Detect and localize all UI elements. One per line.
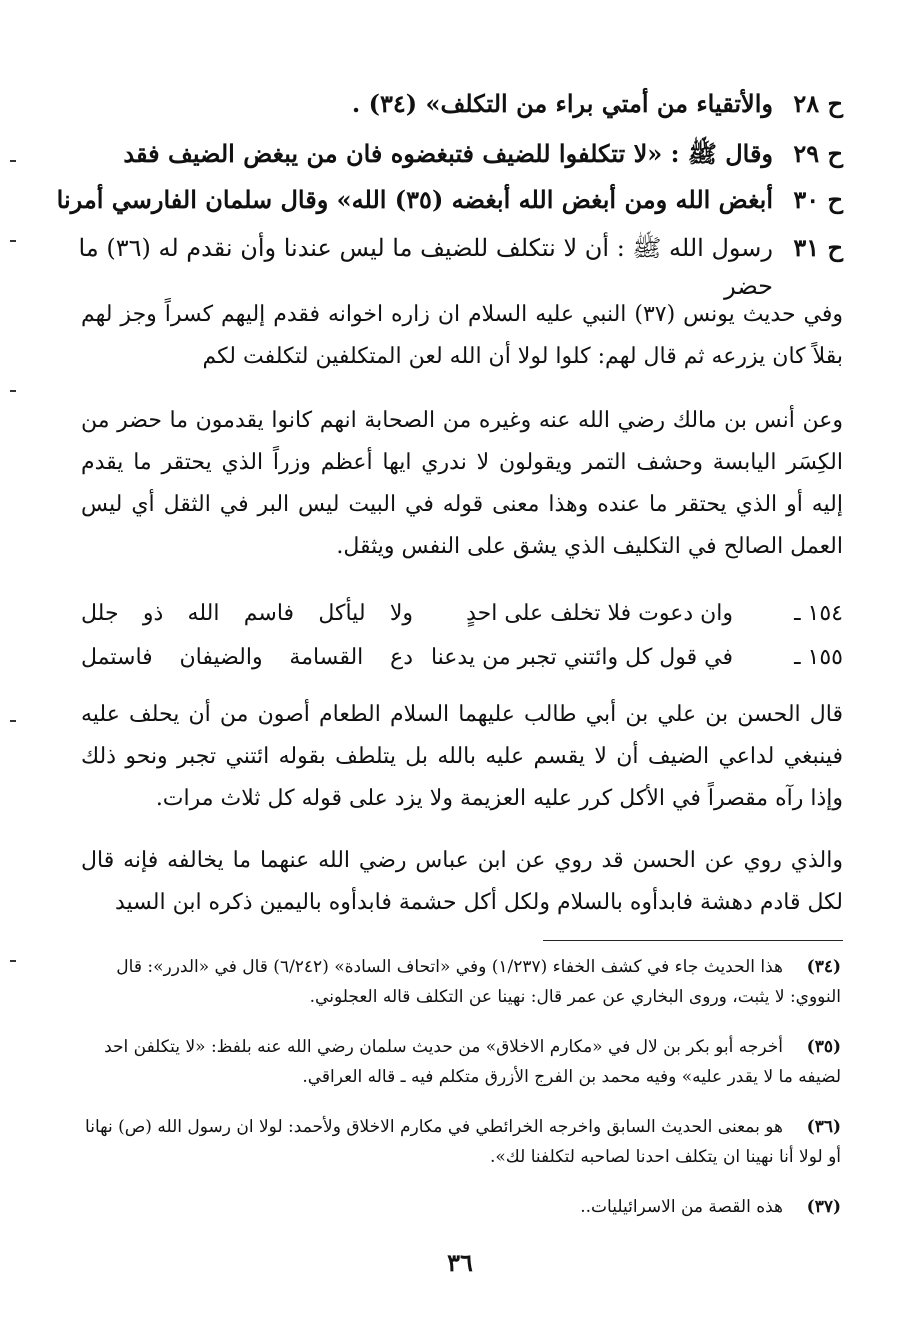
verse-number: ١٥٥ ـ xyxy=(794,645,843,670)
hadith-text: وقال ﷺ : «لا تتكلفوا للضيف فتبغضوه فان من يبغض الضيف فقد xyxy=(123,139,773,168)
verse-line xyxy=(81,638,843,678)
paragraph: قال الحسن بن علي بن أبي طالب عليهما السلام الطعام أصون من أن يحلف عليه فينبغي لداعي الضيف أن لا يقسم عليه بالله بل يتلطف بقوله ائتني تجبر ونحو ذلك وإذا رآه مقصراً في الأكل كرر عليه العزيمة ولا يزد على قوله كل ثلاث مرات. xyxy=(81,702,843,811)
footnote xyxy=(81,952,841,1012)
hadith-line xyxy=(56,180,843,220)
verse-line xyxy=(81,594,843,634)
footnote xyxy=(81,1032,841,1092)
verse-second-hemistich: دع القسامة والضيفان فاستمل xyxy=(81,645,413,670)
footnote-number: (٣٤) xyxy=(806,957,841,977)
paragraph: وعن أنس بن مالك رضي الله عنه وغيره من الصحابة انهم كانوا يقدمون ما حضر من الكِسَر اليابسة وحشف التمر ويقولون لا ندري ايها أعظم وزراً الذي يحتقر ما يقدم إليه أو الذي يحتقر ما عنده وهذا معنى قوله في البيت ليس البر في الثقل أي ليس العمل الصالح في التكليف الذي يشق على النفس ويثقل. xyxy=(81,408,843,559)
footnote-text: هو بمعنى الحديث السابق واخرجه الخرائطي في مكارم الاخلاق ولأحمد: لولا ان رسول الله (ص) نهانا أو لولا أنا نهينا ان يتكلف احدنا لصاحبه لتكلفنا لك». xyxy=(85,1117,841,1167)
hadith-text: والأتقياء من أمتي براء من التكلف» (٣٤) . xyxy=(351,89,773,118)
footnote xyxy=(81,1112,841,1172)
footnote-number: (٣٥) xyxy=(806,1037,841,1057)
hadith-text: أبغض الله ومن أبغض الله أبغضه (٣٥) الله» وقال سلمان الفارسي أمرنا xyxy=(56,185,773,214)
footnote xyxy=(81,1192,841,1222)
hadith-line xyxy=(83,134,843,174)
hadith-text: رسول الله ﷺ : أن لا نتكلف للضيف ما ليس عندنا وأن نقدم له (٣٦) ما xyxy=(78,234,773,262)
footnote-text: أخرجه أبو بكر بن لال في «مكارم الاخلاق» من حديث سلمان رضي الله عنه بلفظ: «لا يتكلفن احد لضيفه ما لا يقدر عليه» وفيه محمد بن الفرج الأزرق متكلم فيه ـ قاله العراقي. xyxy=(104,1037,841,1087)
verse-first-hemistich: وان دعوت فلا تخلف على احدٍ xyxy=(466,601,733,626)
footnote-text: هذا الحديث جاء في كشف الخفاء (١/٢٣٧) وفي «اتحاف السادة» (٦/٢٤٢) قال في «الدرر»: قال النووي: لا يثبت، وروى البخاري عن عمر قال: نهينا عن التكلف قاله العجلوني. xyxy=(116,957,841,1007)
hadith-line xyxy=(83,84,843,124)
hadith-number: ح ٢٩ xyxy=(793,139,843,168)
footnote-number: (٣٦) xyxy=(806,1117,841,1137)
scan-margin-mark xyxy=(10,720,16,722)
scan-margin-mark xyxy=(10,160,16,162)
page-number: ٣٦ xyxy=(447,1248,473,1277)
verse-second-hemistich: ولا ليأكل فاسم الله ذو جلل xyxy=(81,601,413,626)
verse-number: ١٥٤ ـ xyxy=(794,601,843,626)
scan-margin-mark xyxy=(10,240,16,242)
verse-first-hemistich: في قول كل وائتني تجبر من يدعنا xyxy=(430,645,733,670)
footnote-number: (٣٧) xyxy=(806,1197,841,1217)
paragraph: والذي روي عن الحسن قد روي عن ابن عباس رضي الله عنهما ما يخالفه فإنه قال لكل قادم دهشة فابدأوه بالسلام ولكل أكل حشمة فابدأوه باليمين ذكره ابن السيد xyxy=(81,848,843,915)
footnote-text: هذه القصة من الاسرائيليات.. xyxy=(580,1197,783,1217)
hadith-number: ح ٣٠ xyxy=(793,185,843,214)
hadith-line xyxy=(78,228,843,268)
paragraph: وفي حديث يونس (٣٧) النبي عليه السلام ان زاره اخوانه فقدم إليهم كسراً وجز لهم بقلاً كان يزرعه ثم قال لهم: كلوا لولا أن الله لعن المتكلفين لتكلفت لكم xyxy=(81,302,843,369)
hadith-number: ح ٢٨ xyxy=(793,89,843,118)
hadith-number: ح ٣١ xyxy=(793,233,843,262)
footnote-separator xyxy=(543,940,843,941)
scan-margin-mark xyxy=(10,390,16,392)
scan-margin-mark xyxy=(10,960,16,962)
hadith-text: حضر xyxy=(724,272,773,300)
